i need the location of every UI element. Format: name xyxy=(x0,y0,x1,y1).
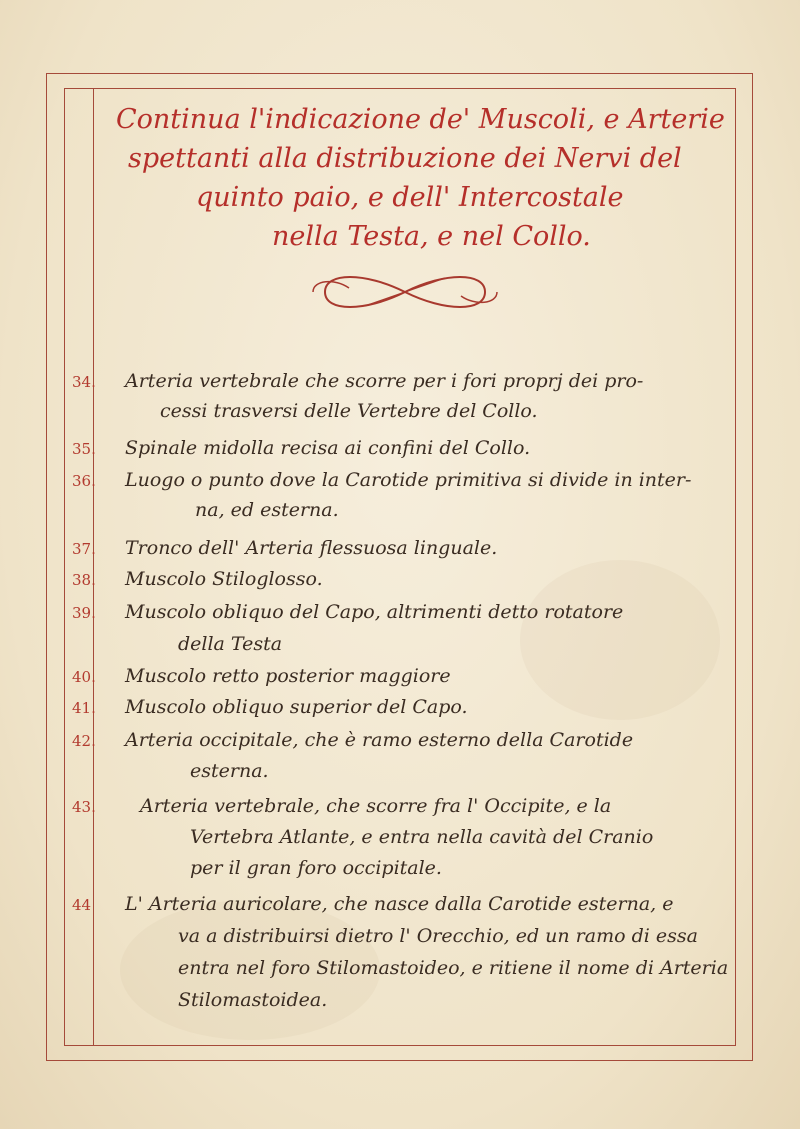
entry-text: Muscolo Stiloglosso. xyxy=(125,568,323,590)
entry-number: 41. xyxy=(72,699,96,717)
entry-number: 43. xyxy=(72,798,96,816)
entry-number: 40. xyxy=(72,668,96,686)
entry-number: 44 xyxy=(72,896,92,914)
entry-number: 35. xyxy=(72,440,96,458)
entry-text: Arteria vertebrale che scorre per i fori proprj dei pro- xyxy=(125,370,644,392)
entry-text: Muscolo retto posterior maggiore xyxy=(125,665,451,687)
entry-number: 39. xyxy=(72,604,96,622)
entry-text: Luogo o punto dove la Carotide primitiva si divide in inter- xyxy=(125,469,692,491)
entry-text: Arteria vertebrale, che scorre fra l' Occipite, e la xyxy=(140,795,612,817)
entry-text: L' Arteria auricolare, che nasce dalla Carotide esterna, e xyxy=(125,893,674,915)
entry-text: entra nel foro Stilomastoideo, e ritiene il nome di Arteria xyxy=(178,957,729,979)
entry-text: Spinale midolla recisa ai confini del Collo. xyxy=(125,437,531,459)
title-line: Continua l'indicazione de' Muscoli, e Arterie xyxy=(116,104,725,135)
title-line: nella Testa, e nel Collo. xyxy=(272,221,591,252)
entry-text: Tronco dell' Arteria flessuosa linguale. xyxy=(125,537,498,559)
entry-text: Vertebra Atlante, e entra nella cavità del Cranio xyxy=(190,826,654,848)
entry-text: per il gran foro occipitale. xyxy=(190,857,442,879)
title-line: quinto paio, e dell' Intercostale xyxy=(196,182,624,213)
entry-text: Arteria occipitale, che è ramo esterno della Carotide xyxy=(125,729,634,751)
entry-number: 34. xyxy=(72,373,96,391)
entry-text: Stilomastoidea. xyxy=(178,989,328,1011)
entry-text: Muscolo obliquo superior del Capo. xyxy=(125,696,468,718)
entry-number: 36. xyxy=(72,472,96,490)
entry-text: cessi trasversi delle Vertebre del Collo. xyxy=(160,400,538,422)
entry-text: na, ed esterna. xyxy=(195,499,339,521)
entry-text: esterna. xyxy=(190,760,269,782)
entry-text: va a distribuirsi dietro l' Orecchio, ed un ramo di essa xyxy=(178,925,698,947)
entry-text: Muscolo obliquo del Capo, altrimenti detto rotatore xyxy=(125,601,624,623)
entry-number: 42. xyxy=(72,732,96,750)
entry-number: 38. xyxy=(72,571,96,589)
entry-number: 37. xyxy=(72,540,96,558)
entry-text: della Testa xyxy=(178,633,283,655)
title-line: spettanti alla distribuzione dei Nervi del xyxy=(128,143,682,174)
